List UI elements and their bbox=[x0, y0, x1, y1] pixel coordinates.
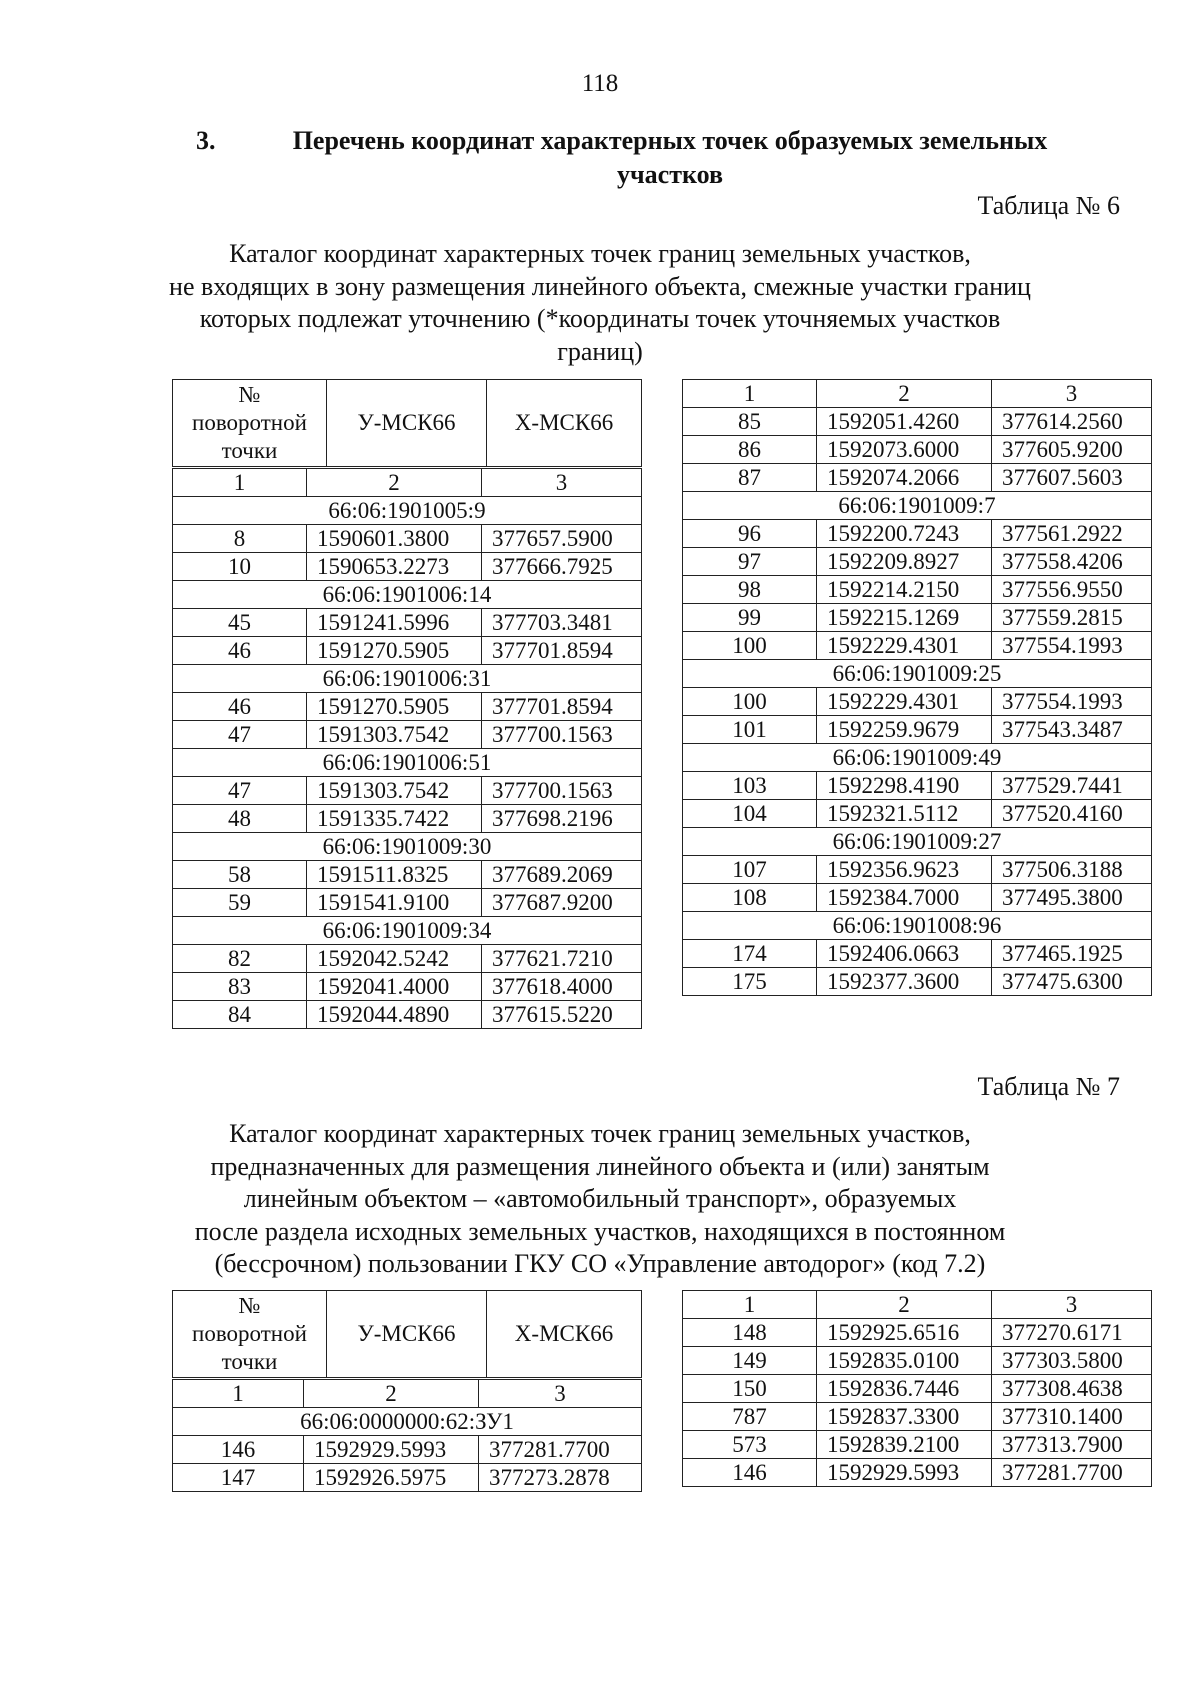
header-x-msk66: Х-МСК66 bbox=[487, 380, 642, 467]
y-coordinate-cell: 1592839.2100 bbox=[817, 1431, 992, 1459]
y-coordinate-cell: 1592041.4000 bbox=[307, 973, 482, 1001]
section-title bbox=[240, 124, 1100, 192]
table-row bbox=[683, 856, 1152, 884]
point-number-cell: 100 bbox=[683, 688, 817, 716]
parcel-cadastral-number: 66:06:1901009:30 bbox=[173, 833, 642, 861]
table-row bbox=[173, 553, 642, 581]
parcel-group-row bbox=[683, 828, 1152, 856]
y-coordinate-cell: 1591511.8325 bbox=[307, 861, 482, 889]
y-coordinate-cell: 1591335.7422 bbox=[307, 805, 482, 833]
y-coordinate-cell: 1592384.7000 bbox=[817, 884, 992, 912]
table7-caption-line: линейным объектом – «автомобильный транспорт», образуемых bbox=[243, 1184, 957, 1213]
y-coordinate-cell: 1592051.4260 bbox=[817, 408, 992, 436]
table-row bbox=[173, 945, 642, 973]
y-coordinate-cell: 1592229.4301 bbox=[817, 632, 992, 660]
x-coordinate-cell: 377273.2878 bbox=[479, 1464, 642, 1492]
parcel-group-row bbox=[173, 1408, 642, 1436]
y-coordinate-cell: 1592321.5112 bbox=[817, 800, 992, 828]
x-coordinate-cell: 377657.5900 bbox=[482, 525, 642, 553]
x-coordinate-cell: 377615.5220 bbox=[482, 1001, 642, 1029]
parcel-cadastral-number: 66:06:1901006:51 bbox=[173, 749, 642, 777]
point-number-cell: 100 bbox=[683, 632, 817, 660]
y-coordinate-cell: 1592044.4890 bbox=[307, 1001, 482, 1029]
point-number-cell: 146 bbox=[173, 1436, 304, 1464]
parcel-group-row bbox=[173, 581, 642, 609]
point-number-cell: 99 bbox=[683, 604, 817, 632]
header-point-number: № поворотной точки bbox=[173, 1291, 327, 1378]
y-coordinate-cell: 1592229.4301 bbox=[817, 688, 992, 716]
y-coordinate-cell: 1591303.7542 bbox=[307, 777, 482, 805]
point-number-cell: 573 bbox=[683, 1431, 817, 1459]
column-number-cell: 1 bbox=[683, 1291, 817, 1319]
parcel-group-row bbox=[683, 660, 1152, 688]
x-coordinate-cell: 377618.4000 bbox=[482, 973, 642, 1001]
table-row bbox=[683, 800, 1152, 828]
y-coordinate-cell: 1592406.0663 bbox=[817, 940, 992, 968]
x-coordinate-cell: 377607.5603 bbox=[992, 464, 1152, 492]
x-coordinate-cell: 377308.4638 bbox=[992, 1375, 1152, 1403]
y-coordinate-cell: 1592073.6000 bbox=[817, 436, 992, 464]
column-number-cell: 2 bbox=[817, 380, 992, 408]
y-coordinate-cell: 1592836.7446 bbox=[817, 1375, 992, 1403]
parcel-cadastral-number: 66:06:1901008:96 bbox=[683, 912, 1152, 940]
point-number-cell: 108 bbox=[683, 884, 817, 912]
header-x-msk66: Х-МСК66 bbox=[487, 1291, 642, 1378]
y-coordinate-cell: 1592377.3600 bbox=[817, 968, 992, 996]
table-row bbox=[683, 436, 1152, 464]
table7-right-body bbox=[682, 1290, 1152, 1487]
x-coordinate-cell: 377687.9200 bbox=[482, 889, 642, 917]
table6-caption-line: Каталог координат характерных точек границ земельных участков, bbox=[229, 239, 971, 268]
y-coordinate-cell: 1592042.5242 bbox=[307, 945, 482, 973]
y-coordinate-cell: 1592200.7243 bbox=[817, 520, 992, 548]
point-number-cell: 58 bbox=[173, 861, 307, 889]
column-number-cell: 3 bbox=[992, 1291, 1152, 1319]
x-coordinate-cell: 377689.2069 bbox=[482, 861, 642, 889]
point-number-cell: 46 bbox=[173, 693, 307, 721]
column-number-cell: 3 bbox=[482, 469, 642, 497]
column-number-cell: 3 bbox=[479, 1380, 642, 1408]
table7-left-header bbox=[172, 1290, 642, 1378]
point-number-cell: 150 bbox=[683, 1375, 817, 1403]
header-point-number: № поворотной точки bbox=[173, 380, 327, 467]
table-row bbox=[173, 693, 642, 721]
x-coordinate-cell: 377506.3188 bbox=[992, 856, 1152, 884]
header-y-msk66: У-МСК66 bbox=[327, 1291, 487, 1378]
point-number-cell: 98 bbox=[683, 576, 817, 604]
y-coordinate-cell: 1591270.5905 bbox=[307, 637, 482, 665]
table7-label: Таблица № 7 bbox=[977, 1072, 1120, 1101]
point-number-cell: 175 bbox=[683, 968, 817, 996]
table-row bbox=[173, 805, 642, 833]
section-number: 3. bbox=[196, 126, 216, 155]
column-number-cell: 1 bbox=[683, 380, 817, 408]
table-row bbox=[173, 973, 642, 1001]
point-number-cell: 86 bbox=[683, 436, 817, 464]
x-coordinate-cell: 377554.1993 bbox=[992, 632, 1152, 660]
table-row bbox=[173, 861, 642, 889]
y-coordinate-cell: 1592259.9679 bbox=[817, 716, 992, 744]
y-coordinate-cell: 1590653.2273 bbox=[307, 553, 482, 581]
point-number-cell: 787 bbox=[683, 1403, 817, 1431]
parcel-cadastral-number: 66:06:0000000:62:ЗУ1 bbox=[173, 1408, 642, 1436]
table-row bbox=[683, 1347, 1152, 1375]
x-coordinate-cell: 377281.7700 bbox=[992, 1459, 1152, 1487]
column-number-cell: 1 bbox=[173, 1380, 304, 1408]
x-coordinate-cell: 377281.7700 bbox=[479, 1436, 642, 1464]
y-coordinate-cell: 1592837.3300 bbox=[817, 1403, 992, 1431]
x-coordinate-cell: 377561.2922 bbox=[992, 520, 1152, 548]
x-coordinate-cell: 377558.4206 bbox=[992, 548, 1152, 576]
table7-caption-line: после раздела исходных земельных участков, находящихся в постоянном bbox=[194, 1216, 1006, 1246]
x-coordinate-cell: 377700.1563 bbox=[482, 777, 642, 805]
y-coordinate-cell: 1592926.5975 bbox=[304, 1464, 479, 1492]
point-number-cell: 104 bbox=[683, 800, 817, 828]
x-coordinate-cell: 377465.1925 bbox=[992, 940, 1152, 968]
table-row bbox=[683, 632, 1152, 660]
parcel-cadastral-number: 66:06:1901009:49 bbox=[683, 744, 1152, 772]
x-coordinate-cell: 377310.1400 bbox=[992, 1403, 1152, 1431]
y-coordinate-cell: 1591303.7542 bbox=[307, 721, 482, 749]
column-number-cell: 2 bbox=[817, 1291, 992, 1319]
table-row bbox=[683, 1431, 1152, 1459]
table7-left-body bbox=[172, 1379, 642, 1492]
point-number-cell: 107 bbox=[683, 856, 817, 884]
point-number-cell: 48 bbox=[173, 805, 307, 833]
parcel-cadastral-number: 66:06:1901005:9 bbox=[173, 497, 642, 525]
table7-caption-line: Каталог координат характерных точек границ земельных участков, bbox=[229, 1119, 971, 1148]
table6-right-body bbox=[682, 379, 1152, 996]
point-number-cell: 101 bbox=[683, 716, 817, 744]
table6-caption-line: границ) bbox=[557, 336, 643, 366]
parcel-cadastral-number: 66:06:1901009:27 bbox=[683, 828, 1152, 856]
x-coordinate-cell: 377543.3487 bbox=[992, 716, 1152, 744]
table6-label: Таблица № 6 bbox=[977, 191, 1120, 220]
x-coordinate-cell: 377701.8594 bbox=[482, 693, 642, 721]
point-number-cell: 84 bbox=[173, 1001, 307, 1029]
table-row bbox=[683, 1319, 1152, 1347]
table-row bbox=[683, 1403, 1152, 1431]
y-coordinate-cell: 1592835.0100 bbox=[817, 1347, 992, 1375]
x-coordinate-cell: 377700.1563 bbox=[482, 721, 642, 749]
table-row bbox=[683, 940, 1152, 968]
point-number-cell: 87 bbox=[683, 464, 817, 492]
point-number-cell: 174 bbox=[683, 940, 817, 968]
table6-caption-line: которых подлежат уточнению (*координаты точек уточняемых участков bbox=[199, 304, 1001, 333]
point-number-cell: 83 bbox=[173, 973, 307, 1001]
table6-caption-line: не входящих в зону размещения линейного объекта, смежные участки границ bbox=[169, 271, 1031, 301]
x-coordinate-cell: 377313.7900 bbox=[992, 1431, 1152, 1459]
x-coordinate-cell: 377556.9550 bbox=[992, 576, 1152, 604]
parcel-group-row bbox=[683, 492, 1152, 520]
table-row bbox=[173, 609, 642, 637]
table-row bbox=[173, 1001, 642, 1029]
table-row bbox=[683, 576, 1152, 604]
point-number-cell: 47 bbox=[173, 721, 307, 749]
x-coordinate-cell: 377303.5800 bbox=[992, 1347, 1152, 1375]
point-number-cell: 85 bbox=[683, 408, 817, 436]
column-number-cell: 3 bbox=[992, 380, 1152, 408]
table-row bbox=[173, 525, 642, 553]
parcel-group-row bbox=[173, 917, 642, 945]
section-title-line2: участков bbox=[616, 160, 723, 189]
parcel-cadastral-number: 66:06:1901006:31 bbox=[173, 665, 642, 693]
x-coordinate-cell: 377520.4160 bbox=[992, 800, 1152, 828]
table-row bbox=[173, 1464, 642, 1492]
parcel-cadastral-number: 66:06:1901009:25 bbox=[683, 660, 1152, 688]
table6-left-body bbox=[172, 468, 642, 1029]
x-coordinate-cell: 377559.2815 bbox=[992, 604, 1152, 632]
table6-caption bbox=[150, 238, 1050, 368]
point-number-cell: 147 bbox=[173, 1464, 304, 1492]
table-row bbox=[683, 464, 1152, 492]
section-title-line1: Перечень координат характерных точек образуемых земельных bbox=[292, 126, 1048, 155]
y-coordinate-cell: 1592074.2066 bbox=[817, 464, 992, 492]
point-number-cell: 10 bbox=[173, 553, 307, 581]
point-number-cell: 8 bbox=[173, 525, 307, 553]
y-coordinate-cell: 1592356.9623 bbox=[817, 856, 992, 884]
point-number-cell: 146 bbox=[683, 1459, 817, 1487]
column-number-cell: 2 bbox=[304, 1380, 479, 1408]
column-number-cell: 1 bbox=[173, 469, 307, 497]
point-number-cell: 148 bbox=[683, 1319, 817, 1347]
point-number-cell: 96 bbox=[683, 520, 817, 548]
parcel-group-row bbox=[683, 912, 1152, 940]
y-coordinate-cell: 1591241.5996 bbox=[307, 609, 482, 637]
point-number-cell: 82 bbox=[173, 945, 307, 973]
point-number-cell: 149 bbox=[683, 1347, 817, 1375]
parcel-group-row bbox=[173, 497, 642, 525]
parcel-group-row bbox=[173, 833, 642, 861]
y-coordinate-cell: 1592929.5993 bbox=[304, 1436, 479, 1464]
table-row bbox=[173, 777, 642, 805]
y-coordinate-cell: 1592209.8927 bbox=[817, 548, 992, 576]
y-coordinate-cell: 1592929.5993 bbox=[817, 1459, 992, 1487]
x-coordinate-cell: 377270.6171 bbox=[992, 1319, 1152, 1347]
point-number-cell: 45 bbox=[173, 609, 307, 637]
parcel-cadastral-number: 66:06:1901009:7 bbox=[683, 492, 1152, 520]
point-number-cell: 46 bbox=[173, 637, 307, 665]
parcel-group-row bbox=[683, 744, 1152, 772]
x-coordinate-cell: 377605.9200 bbox=[992, 436, 1152, 464]
header-y-msk66: У-МСК66 bbox=[327, 380, 487, 467]
x-coordinate-cell: 377475.6300 bbox=[992, 968, 1152, 996]
x-coordinate-cell: 377614.2560 bbox=[992, 408, 1152, 436]
parcel-cadastral-number: 66:06:1901006:14 bbox=[173, 581, 642, 609]
table-row bbox=[173, 1436, 642, 1464]
table-row bbox=[683, 1375, 1152, 1403]
point-number-cell: 97 bbox=[683, 548, 817, 576]
table-row bbox=[683, 968, 1152, 996]
table7-caption bbox=[150, 1118, 1050, 1281]
point-number-cell: 59 bbox=[173, 889, 307, 917]
table-row bbox=[683, 716, 1152, 744]
column-number-cell: 2 bbox=[307, 469, 482, 497]
table-row bbox=[683, 408, 1152, 436]
table-row bbox=[683, 604, 1152, 632]
x-coordinate-cell: 377701.8594 bbox=[482, 637, 642, 665]
table-row bbox=[173, 637, 642, 665]
table-row bbox=[683, 772, 1152, 800]
page-number: 118 bbox=[581, 70, 619, 97]
table-row bbox=[683, 688, 1152, 716]
x-coordinate-cell: 377698.2196 bbox=[482, 805, 642, 833]
point-number-cell: 47 bbox=[173, 777, 307, 805]
table-row bbox=[173, 721, 642, 749]
y-coordinate-cell: 1592215.1269 bbox=[817, 604, 992, 632]
table7-caption-line: предназначенных для размещения линейного объекта и (или) занятым bbox=[210, 1151, 990, 1181]
x-coordinate-cell: 377621.7210 bbox=[482, 945, 642, 973]
y-coordinate-cell: 1592214.2150 bbox=[817, 576, 992, 604]
table-row bbox=[683, 884, 1152, 912]
x-coordinate-cell: 377554.1993 bbox=[992, 688, 1152, 716]
x-coordinate-cell: 377529.7441 bbox=[992, 772, 1152, 800]
table-row bbox=[683, 1459, 1152, 1487]
parcel-group-row bbox=[173, 665, 642, 693]
parcel-cadastral-number: 66:06:1901009:34 bbox=[173, 917, 642, 945]
y-coordinate-cell: 1591270.5905 bbox=[307, 693, 482, 721]
y-coordinate-cell: 1592925.6516 bbox=[817, 1319, 992, 1347]
x-coordinate-cell: 377703.3481 bbox=[482, 609, 642, 637]
table-row bbox=[683, 548, 1152, 576]
x-coordinate-cell: 377495.3800 bbox=[992, 884, 1152, 912]
table6-left-header bbox=[172, 379, 642, 467]
y-coordinate-cell: 1591541.9100 bbox=[307, 889, 482, 917]
table-row bbox=[173, 889, 642, 917]
table7-caption-line: (бессрочном) пользовании ГКУ СО «Управление автодорог» (код 7.2) bbox=[214, 1249, 986, 1278]
y-coordinate-cell: 1592298.4190 bbox=[817, 772, 992, 800]
y-coordinate-cell: 1590601.3800 bbox=[307, 525, 482, 553]
table-row bbox=[683, 520, 1152, 548]
x-coordinate-cell: 377666.7925 bbox=[482, 553, 642, 581]
point-number-cell: 103 bbox=[683, 772, 817, 800]
parcel-group-row bbox=[173, 749, 642, 777]
